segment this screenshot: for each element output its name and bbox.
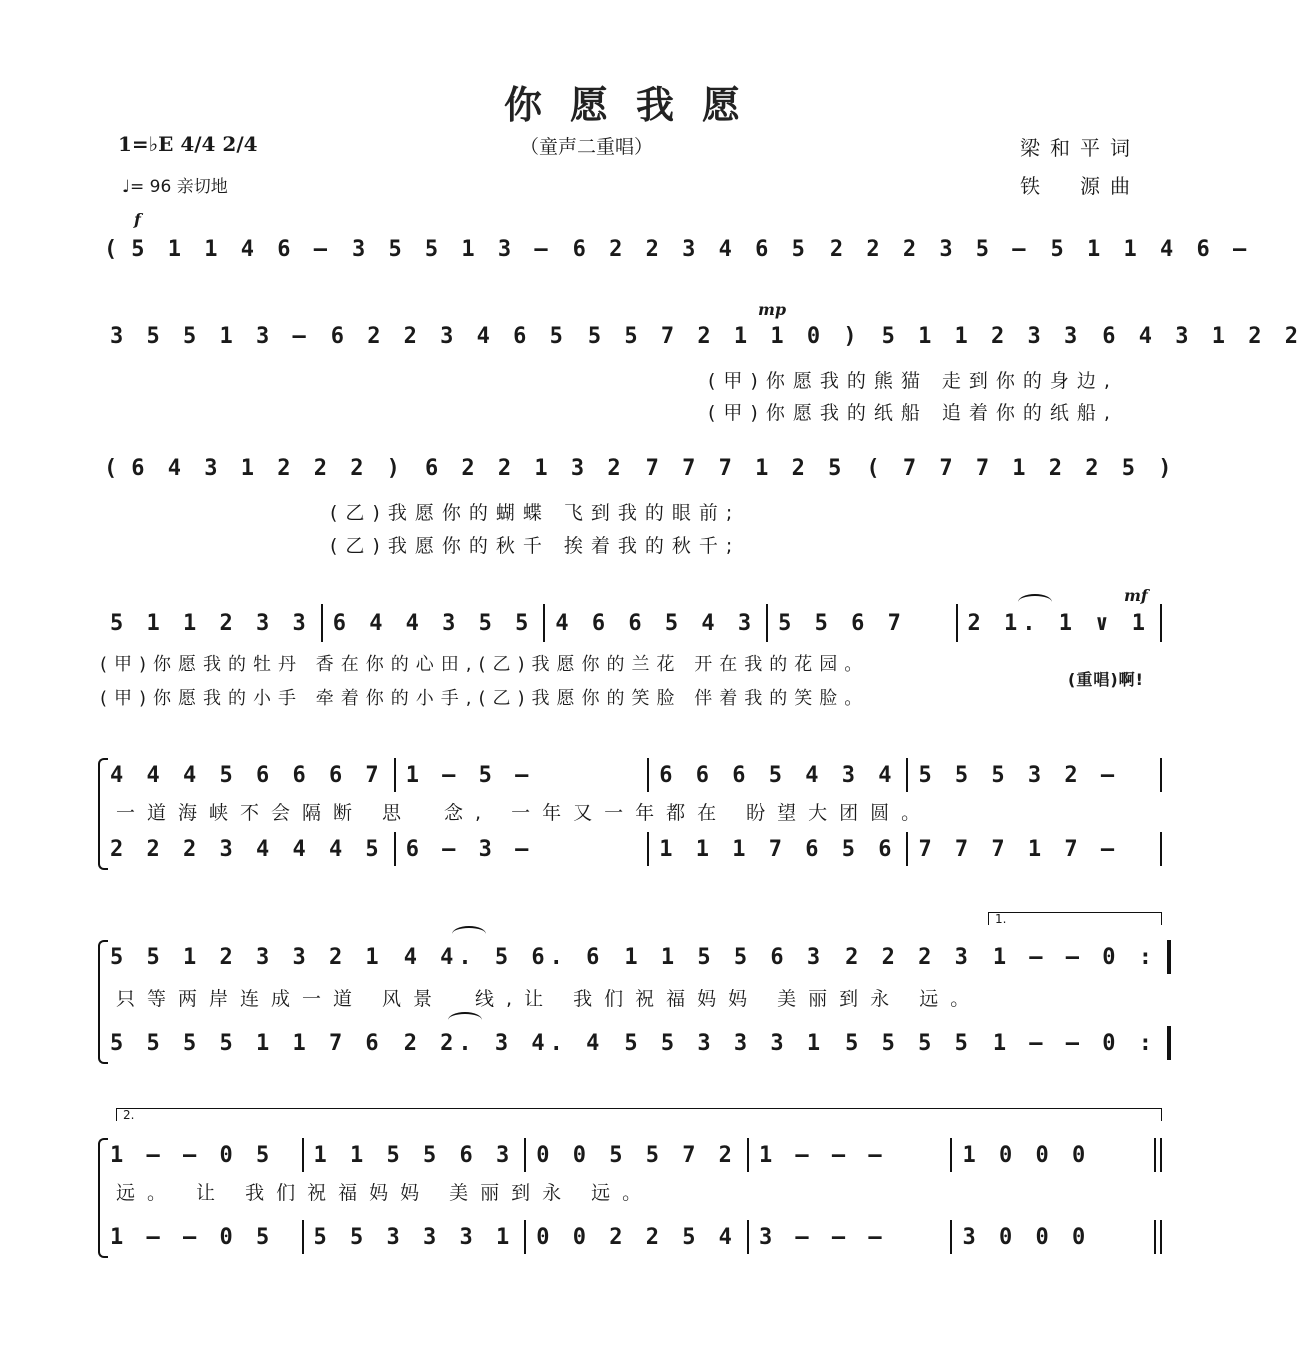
measure: 5 5 6 7 bbox=[778, 610, 906, 636]
measure: 5 5 5 5 1 1 7 6 bbox=[110, 1030, 384, 1056]
dynamic-f: f bbox=[134, 210, 141, 229]
measure: 0 0 5 5 7 2 bbox=[536, 1142, 737, 1168]
song-title: 你愿我愿 bbox=[503, 82, 768, 127]
measure: 5 5 5 5 bbox=[845, 1030, 973, 1056]
volta-second: 2. bbox=[116, 1108, 1162, 1121]
measure: 6 2 2 3 4 6 5 bbox=[572, 236, 810, 262]
score-row-1 bbox=[100, 232, 1252, 266]
dynamic-mf: mf bbox=[1124, 586, 1148, 605]
score-row-5 bbox=[100, 758, 1162, 792]
volta-first: 1. bbox=[988, 912, 1162, 925]
open-paren: ( bbox=[104, 236, 118, 262]
lyric-line: (甲)你愿我的纸船 追着你的纸船, bbox=[708, 402, 1118, 424]
measure: 3 5 5 1 3 – bbox=[351, 236, 553, 262]
measure: 1 – – 0 5 bbox=[110, 1224, 275, 1250]
measure: 6 4 4 3 5 5 bbox=[332, 610, 534, 636]
measure: 6 2 2 3 4 6 5 bbox=[330, 323, 568, 349]
score-row-10 bbox=[100, 1220, 1162, 1254]
lyric-line: (乙)我愿你的秋千 挨着我的秋千; bbox=[330, 535, 741, 557]
score-row-9 bbox=[100, 1138, 1162, 1172]
song-subtitle: （童声二重唱） bbox=[520, 136, 654, 158]
lyric-line: (甲)你愿我的熊猫 走到你的身边, bbox=[708, 370, 1118, 392]
score-row-7 bbox=[100, 940, 1162, 974]
measure: 7 7 7 1 2 5 bbox=[645, 455, 847, 481]
measure: 4 6 6 5 4 3 bbox=[555, 610, 757, 636]
measure: 1 – 5 – bbox=[405, 762, 534, 788]
measure: 1 – – – bbox=[758, 1142, 887, 1168]
measure: 6 6 6 5 4 3 4 bbox=[659, 762, 897, 788]
measure: 6 4 3 1 2 2 2 ) bbox=[131, 455, 405, 481]
fermata-mark bbox=[452, 926, 486, 942]
key-signature: 1=♭E 4/4 2/4 bbox=[118, 132, 258, 156]
lyric-line: 远。 让 我们祝福妈妈 美丽到永 远。 bbox=[116, 1182, 654, 1204]
measure: 5 1 1 2 3 3 bbox=[881, 323, 1083, 349]
score-row-3 bbox=[100, 448, 1177, 488]
measure: 4 4. 5 6. 6 bbox=[403, 944, 605, 970]
measure: 1 0 0 0 bbox=[962, 1142, 1091, 1168]
measure: 5 1 1 4 6 – bbox=[131, 236, 332, 262]
measure: 5 1 1 2 3 3 bbox=[110, 610, 311, 636]
lyric-line: 一道海峡不会隔断 思 念, 一年又一年都在 盼望大团圆。 bbox=[116, 802, 933, 824]
measure: 6 4 3 1 2 2 bbox=[1102, 323, 1303, 349]
score-row-6 bbox=[100, 832, 1162, 866]
measure: 2 1. 1 ∨ 1 bbox=[967, 610, 1150, 636]
measure: 0 0 2 2 5 4 bbox=[536, 1224, 737, 1250]
measure: 5 5 7 2 1 1 0 ) bbox=[587, 323, 862, 349]
fermata-mark bbox=[1018, 594, 1052, 610]
measure: 5 1 1 4 6 – bbox=[1050, 236, 1252, 262]
lyric-ending: (重唱)啊! bbox=[1068, 670, 1144, 689]
lyric-line: (甲)你愿我的小手 牵着你的小手,(乙)我愿你的笑脸 伴着我的笑脸。 bbox=[100, 688, 870, 709]
measure: 5 5 5 3 2 – bbox=[918, 762, 1120, 788]
measure: 5 5 1 2 3 3 2 1 bbox=[110, 944, 384, 970]
measure: ( 7 7 7 1 2 2 5 ) bbox=[866, 455, 1177, 481]
fermata-mark bbox=[448, 1012, 482, 1028]
measure: 2 2. 3 4. 4 bbox=[403, 1030, 605, 1056]
measure: 1 1 1 7 6 5 6 bbox=[659, 836, 897, 862]
measure: 1 – – 0 5 bbox=[110, 1142, 275, 1168]
tempo-marking: ♩= 96 亲切地 bbox=[122, 177, 228, 197]
measure: 1 – – 0 : bbox=[992, 1030, 1158, 1056]
score-row-8 bbox=[100, 1026, 1162, 1060]
measure: 3 0 0 0 bbox=[962, 1224, 1091, 1250]
lyric-line: (甲)你愿我的牡丹 香在你的心田,(乙)我愿你的兰花 开在我的花园。 bbox=[100, 654, 870, 675]
measure: 5 5 3 3 3 1 bbox=[313, 1224, 515, 1250]
measure: 1 1 5 5 6 3 bbox=[624, 944, 826, 970]
measure: 7 7 7 1 7 – bbox=[918, 836, 1120, 862]
measure: 2 2 2 3 4 4 4 5 bbox=[110, 836, 384, 862]
measure: 3 5 5 1 3 – bbox=[110, 323, 311, 349]
measure: 5 5 3 3 3 1 bbox=[624, 1030, 826, 1056]
measure: 6 – 3 – bbox=[405, 836, 534, 862]
open-paren: ( bbox=[104, 455, 118, 481]
measure: 2 2 2 3 5 – bbox=[829, 236, 1031, 262]
dynamic-mp: mp bbox=[758, 300, 787, 319]
measure: 3 – – – bbox=[758, 1224, 887, 1250]
lyric-line: (乙)我愿你的蝴蝶 飞到我的眼前; bbox=[330, 502, 741, 524]
measure: 1 – – 0 : bbox=[992, 944, 1158, 970]
composer-credit: 铁 源曲 bbox=[1020, 174, 1140, 198]
score-row-4 bbox=[100, 604, 1162, 642]
measure: 6 2 2 1 3 2 bbox=[424, 455, 626, 481]
measure: 2 2 2 3 bbox=[845, 944, 973, 970]
measure: 1 1 5 5 6 3 bbox=[313, 1142, 515, 1168]
lyric-line: 只等两岸连成一道 风景 线,让 我们祝福妈妈 美丽到永 远。 bbox=[116, 988, 982, 1010]
lyricist-credit: 梁和平词 bbox=[1020, 136, 1140, 160]
score-row-2 bbox=[100, 318, 1303, 354]
measure: 4 4 4 5 6 6 6 7 bbox=[110, 762, 384, 788]
